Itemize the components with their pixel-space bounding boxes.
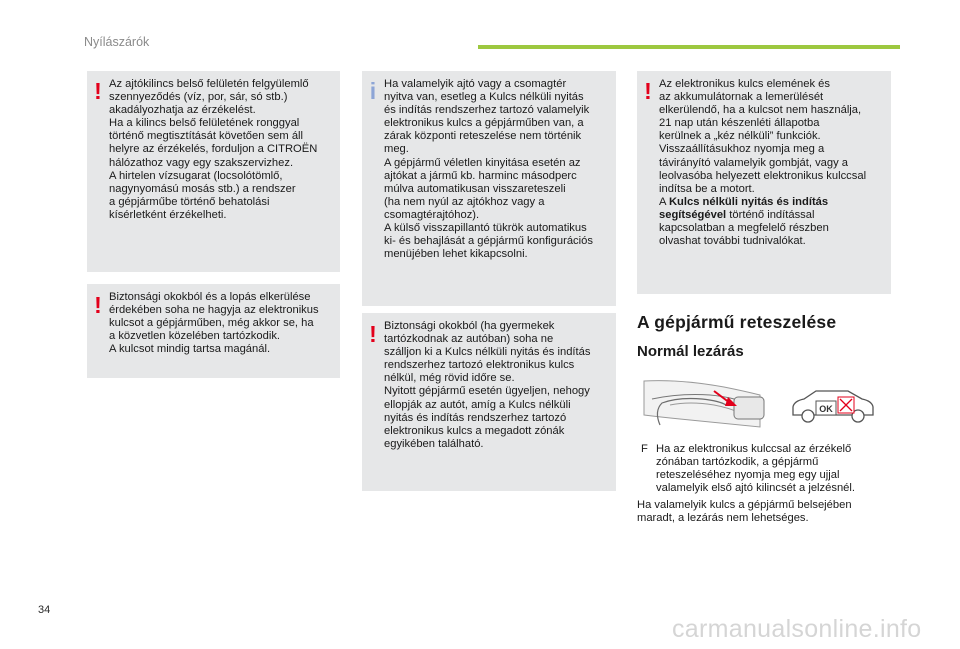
section-title: A gépjármű reteszelése	[637, 312, 837, 332]
ok-label: OK	[819, 404, 833, 414]
warning-box-children	[362, 313, 616, 491]
watermark: carmanualsonline.info	[672, 615, 922, 643]
warning-text: Az elektronikus kulcs elemének és az akkumulátornak a lemerülését elkerülendő, ha a kulcsot nem használja, 21 nap után készenléti állapotba kerülnek a „kéz nélküli” funkciók. Visszaállításukhoz nyomja meg a távirányító valamelyik gombját, vagy a leolvasóba helyezett elektronikus kulccsal indítsa be a motort. A Kulcs nélküli nyitás és indítás segítségével történő indítással kapcsolatban a megfelelő részben olvashat további tudnivalókat.	[659, 78, 867, 248]
info-icon: i	[369, 78, 377, 104]
warning-text: Biztonsági okokból (ha gyermekek tartózkodnak az autóban) soha ne szálljon ki a Kulcs nélküli nyitás és indítás rendszerhez tartozó elektronikus kulcs nélkül, még rövid időre se. Nyitott gépjármű esetén ügyeljen, nehogy ellopják az autót, amíg a Kulcs nélküli nyitás és indítás rendszerhez tartozó elektronikus kulcs a megadott zónák egyikében található.	[384, 320, 591, 450]
warning-box-battery	[637, 71, 891, 294]
bullet-marker: F	[641, 443, 648, 455]
section-header: Nyílászárók	[84, 35, 150, 49]
page-number: 34	[38, 604, 51, 616]
warning-box-handle-dirt	[87, 71, 340, 272]
car-lock-icon	[790, 387, 876, 425]
warning-icon: !	[644, 78, 652, 104]
section-subtitle: Normál lezárás	[637, 343, 744, 360]
warning-icon: !	[94, 78, 102, 104]
info-box-locking	[362, 71, 616, 306]
info-text: Ha valamelyik ajtó vagy a csomagtér nyitva van, esetleg a Kulcs nélküli nyitás és indítás rendszerhez tartozó valamelyik elektronikus kulcs a gépjárműben van, a zárak központi reteszelése nem történik meg. A gépjármű véletlen kinyitása esetén az ajtókat a jármű kb. harminc másodperc múlva automatikusan visszareteszeli (ha nem nyúl az ajtókhoz vagy a csomagtérajtóhoz). A külső visszapillantó tükrök automatikus ki- és behajlását a gépjármű konfigurációs menüjében lehet kikapcsolni.	[384, 78, 593, 261]
header-accent-bar	[478, 45, 900, 49]
door-handle-illustration	[640, 375, 778, 433]
bullet-text: Ha az elektronikus kulccsal az érzékelő zónában tartózkodik, a gépjármű reteszeléséhez nyomja meg egy ujjal valamelyik első ajtó kilincsét a jelzésnél.	[656, 443, 855, 495]
warning-text: Biztonsági okokból és a lopás elkerülése érdekében soha ne hagyja az elektronikus kulcsot a gépjárműben, még akkor se, ha a közvetlen közelében tartózkodik. A kulcsot mindig tartsa magánál.	[109, 291, 319, 356]
warning-box-key-theft	[87, 284, 340, 378]
warning-text: Az ajtókilincs belső felületén felgyülemlő szennyeződés (víz, por, sár, só stb.) akadályozhatja az érzékelést. Ha a kilincs belső felületének ronggyal történő megtisztítását követően sem áll helyre az érzékelés, forduljon a CITROËN hálózathoz vagy egy szakszervizhez. A hirtelen vízsugarat (locsolótömlő, nagynyomású mosás stb.) a rendszer a gépjárműbe történő behatolási kísérletként érzékelheti.	[109, 78, 318, 221]
warning-icon: !	[94, 292, 102, 318]
warning-icon: !	[369, 321, 377, 347]
paragraph-text: Ha valamelyik kulcs a gépjármű belsejében maradt, a lezárás nem lehetséges.	[637, 499, 852, 525]
